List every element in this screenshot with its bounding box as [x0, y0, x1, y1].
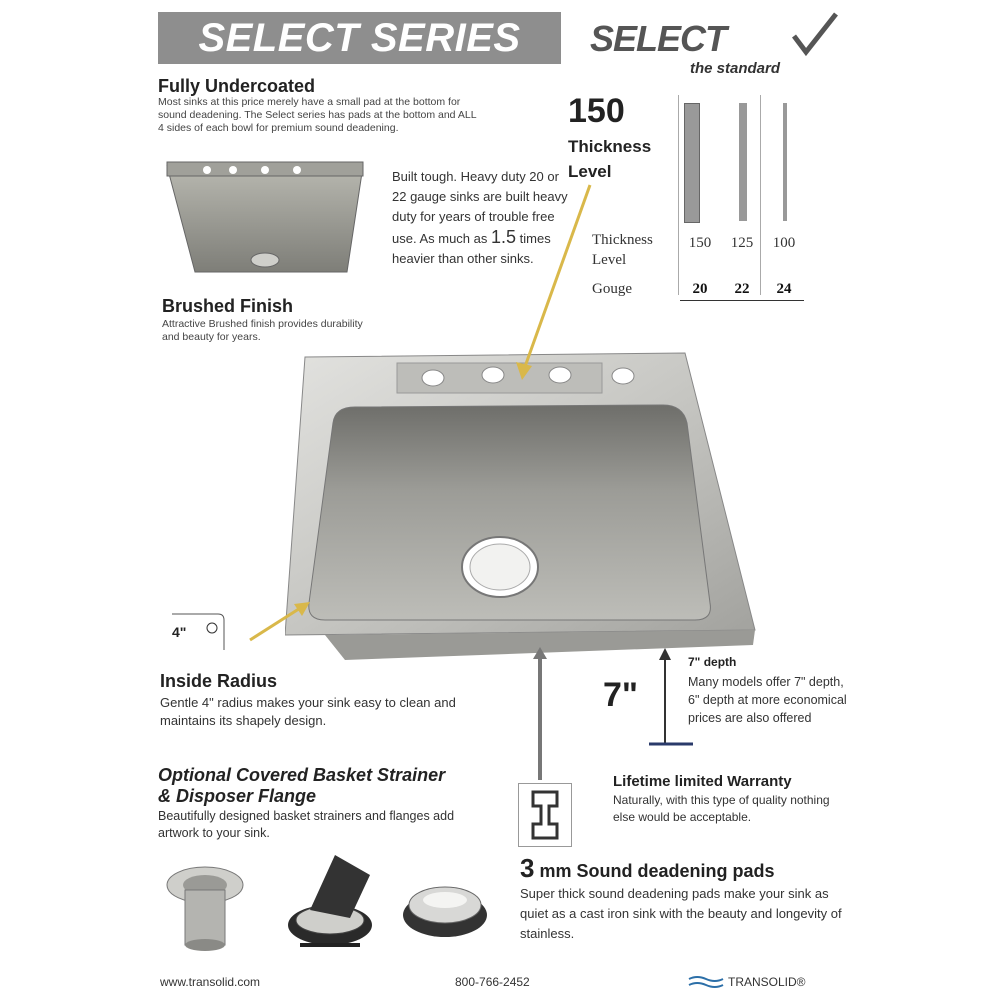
pads-title-rest: mm Sound deadening pads	[539, 861, 775, 881]
pads-title	[520, 853, 775, 884]
disposer-flange	[403, 887, 487, 937]
thickness-level-label-2: Level	[592, 252, 627, 268]
brushed-finish-title: Brushed Finish	[162, 296, 294, 316]
gauge-value-24: 24	[776, 281, 792, 297]
warranty-text: Naturally, with this type of quality nothing else would be acceptable.	[613, 793, 830, 824]
radius-icon-label: 4"	[172, 624, 187, 640]
callout-arrows	[240, 180, 640, 650]
built-tough-text-b: times heavier than other sinks.	[392, 231, 551, 266]
thickness-value-150: 150	[688, 235, 712, 251]
footer-brand-logo	[688, 972, 848, 992]
thickness-label-line1: Thickness	[568, 137, 652, 156]
thickness-number: 150	[568, 92, 625, 130]
depth-text: Many models offer 7" depth, 6" depth at more economical prices are also offered	[688, 675, 847, 725]
inside-radius-text: Gentle 4" radius makes your sink easy to clean and maintains its shapely design.	[160, 695, 456, 728]
thickness-level-label-1: Thickness	[592, 232, 653, 248]
checkmark-icon	[790, 10, 840, 60]
brushed-finish-text: Attractive Brushed finish provides durability and beauty for years.	[162, 318, 363, 343]
brand-logo	[590, 10, 840, 80]
thickness-bar-150	[684, 103, 700, 223]
built-tough-text-a: Built tough. Heavy duty 20 or 22 gauge sinks are built heavy duty for years of trouble free use. As much as	[392, 169, 568, 246]
gauge-value-22: 22	[734, 281, 750, 297]
footer-phone: 800-766-2452	[455, 975, 530, 989]
thickness-label-line2: Level	[568, 162, 612, 181]
undercoated-title: Fully Undercoated	[158, 76, 316, 96]
pads-text: Super thick sound deadening pads make your sink as quiet as a cast iron sink with the beauty and longevity of stainless.	[520, 886, 842, 941]
strainer-title-line2: & Disposer Flange	[158, 786, 317, 806]
thickness-value-100: 100	[772, 235, 796, 251]
series-banner: SELECT SERIES	[158, 12, 561, 64]
thickness-bar-100	[783, 103, 787, 221]
gauge-label: Gouge	[592, 281, 632, 297]
brand-tagline: the standard	[690, 60, 781, 77]
basket-strainer	[167, 867, 243, 951]
warranty-title: Lifetime limited Warranty	[613, 773, 792, 790]
depth-big-label: 7"	[603, 676, 639, 714]
built-tough-big-number: 1.5	[491, 227, 517, 247]
strainer-products-image	[160, 850, 500, 960]
depth-title: 7" depth	[688, 655, 737, 669]
footer-brand-text: TRANSOLID®	[728, 975, 806, 989]
pads-arrow	[530, 645, 550, 780]
strainer-text: Beautifully designed basket strainers and flanges add artwork to your sink.	[158, 809, 455, 840]
inside-radius-title: Inside Radius	[160, 671, 278, 691]
thickness-bar-125	[739, 103, 747, 221]
strainer-title	[158, 765, 518, 807]
thickness-value-125: 125	[730, 235, 754, 251]
undercoated-text: Most sinks at this price merely have a small pad at the bottom for sound deadening. The Select series has pads at the bottom and ALL 4 sides of each bowl for premium sound deadening.	[158, 96, 477, 134]
gauge-value-20: 20	[692, 281, 708, 297]
radius-icon	[172, 612, 232, 652]
clip-icon	[518, 783, 572, 847]
pads-number: 3	[520, 853, 535, 883]
footer-website: www.transolid.com	[160, 975, 261, 989]
wave-icon	[688, 974, 724, 990]
covered-strainer	[288, 855, 372, 945]
brand-logo-text: SELECT	[590, 18, 727, 59]
strainer-title-line1: Optional Covered Basket Strainer	[158, 765, 446, 785]
